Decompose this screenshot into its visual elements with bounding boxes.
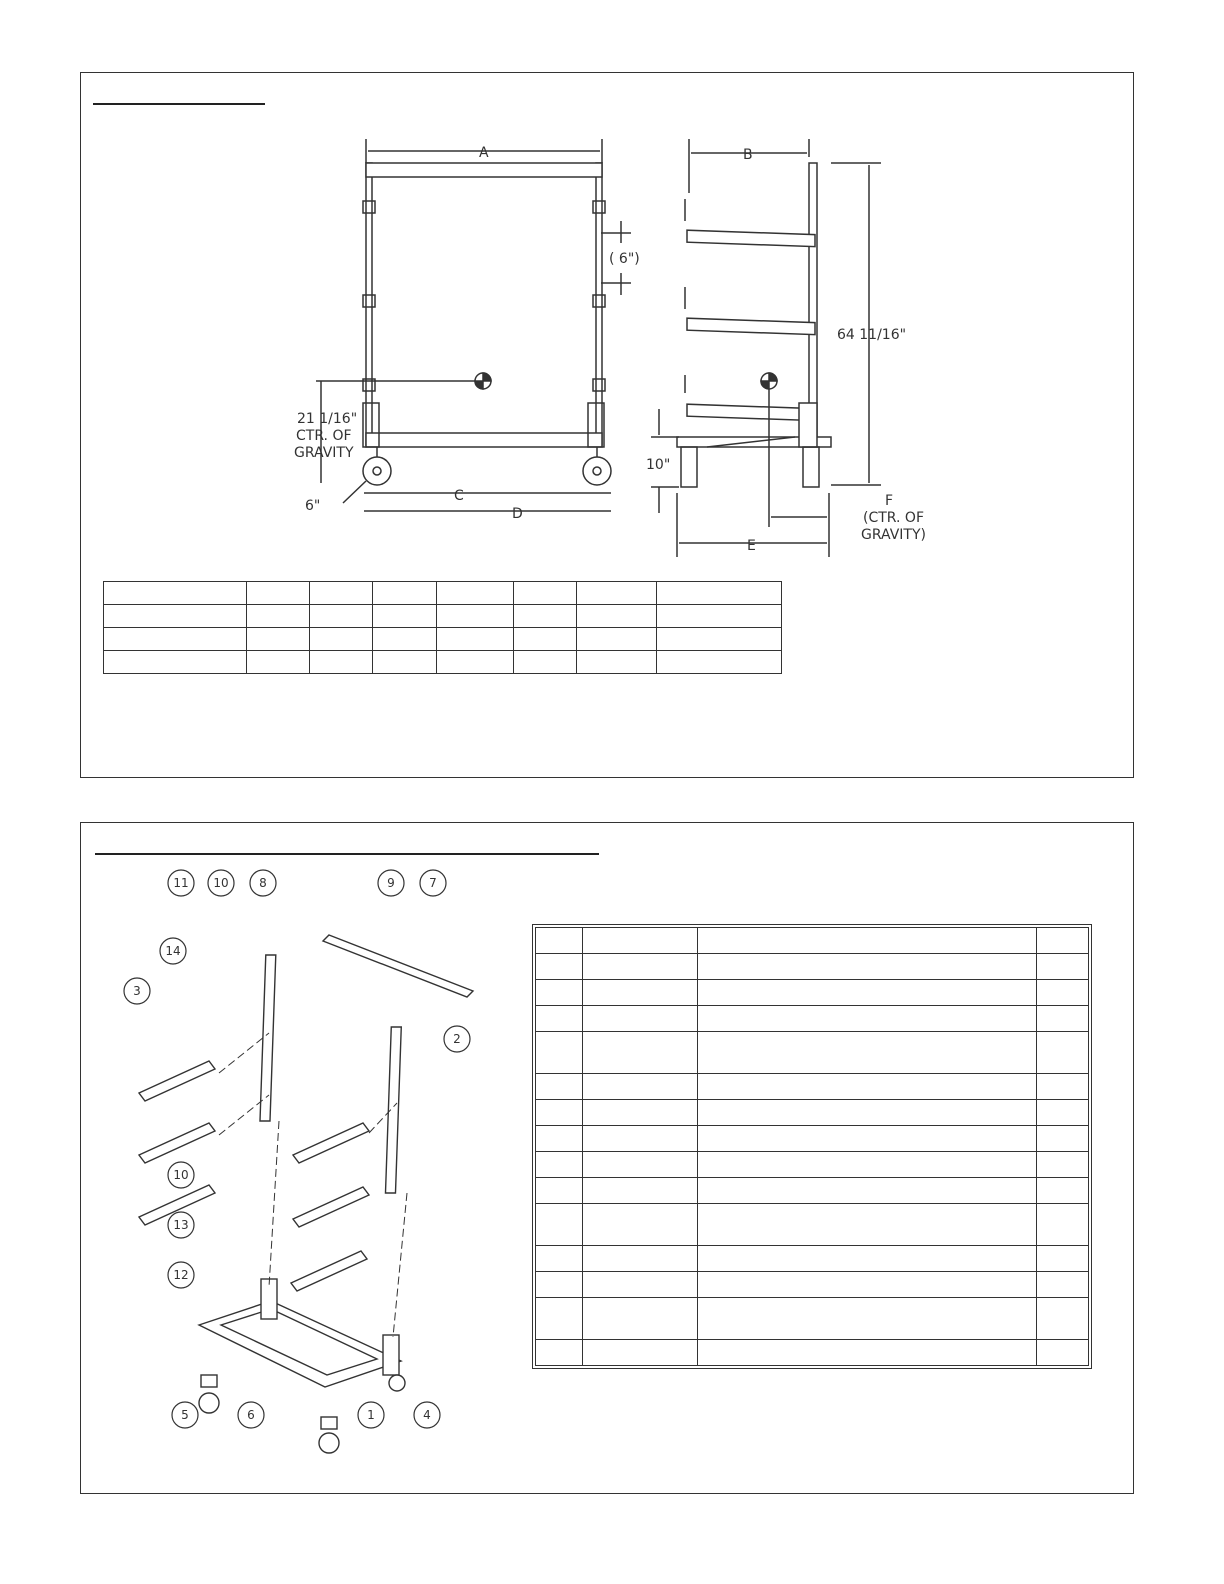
- callout-3: 3: [133, 984, 141, 998]
- spec-table-row: [104, 605, 782, 628]
- callout-13: 13: [173, 1218, 189, 1232]
- parts-table-row: [536, 1074, 1089, 1100]
- parts-table-row: [536, 1298, 1089, 1340]
- dim-e: E: [747, 538, 756, 554]
- parts-table-row: [536, 1340, 1089, 1366]
- callout-8: 8: [259, 876, 267, 890]
- spec-table: [103, 581, 782, 674]
- dim-b: B: [743, 147, 753, 163]
- callout-5: 5: [181, 1408, 189, 1422]
- parts-table-row: [536, 1126, 1089, 1152]
- parts-table-row: [536, 1152, 1089, 1178]
- parts-table-row: [536, 1204, 1089, 1246]
- callout-14: 14: [165, 944, 181, 958]
- callout-9: 9: [387, 876, 395, 890]
- parts-table-row: [536, 1006, 1089, 1032]
- parts-table-row: [536, 954, 1089, 980]
- dim-a: A: [479, 145, 489, 161]
- side-view: [677, 163, 831, 487]
- dimension-drawing: [81, 73, 1133, 573]
- dim-height: 64 11/16": [837, 327, 907, 343]
- dim-f-line1: F: [885, 493, 894, 509]
- dimensions-panel: [80, 72, 1134, 778]
- parts-table: [535, 927, 1089, 1366]
- dim-base-height: 10": [646, 457, 671, 473]
- spec-table-row: [104, 651, 782, 674]
- callout-6: 6: [247, 1408, 255, 1422]
- callout-7: 7: [429, 876, 437, 890]
- parts-table-row: [536, 1032, 1089, 1074]
- dim-d: D: [512, 506, 523, 522]
- parts-heading-rule: [95, 853, 599, 855]
- parts-table-row: [536, 1272, 1089, 1298]
- dim-wheel: 6": [305, 498, 321, 514]
- parts-table-row: [536, 1246, 1089, 1272]
- callout-4: 4: [423, 1408, 431, 1422]
- dim-spacing: ( 6"): [609, 251, 640, 267]
- callout-10: 10: [213, 876, 229, 890]
- parts-table-header: [536, 928, 1089, 954]
- callout-12: 12: [173, 1268, 189, 1282]
- dim-c: C: [454, 488, 464, 504]
- parts-table-row: [536, 1178, 1089, 1204]
- dim-cg-height-line1: 21 1/16": [297, 411, 358, 427]
- parts-table-row: [536, 1100, 1089, 1126]
- spec-table-row: [104, 582, 782, 605]
- dim-f-line2: (CTR. OF: [863, 510, 924, 526]
- callout-2: 2: [453, 1032, 461, 1046]
- callout-11: 11: [173, 876, 189, 890]
- spec-table-row: [104, 628, 782, 651]
- dim-f-line3: GRAVITY): [861, 527, 926, 543]
- callout-1: 1: [367, 1408, 375, 1422]
- exploded-view: [101, 863, 521, 1483]
- callout-10-lower: 10: [173, 1168, 189, 1182]
- front-view: [363, 163, 611, 485]
- parts-table-row: [536, 980, 1089, 1006]
- dim-cg-height-line3: GRAVITY: [294, 445, 354, 461]
- parts-panel: [80, 822, 1134, 1494]
- dim-cg-height-line2: CTR. OF: [296, 428, 352, 444]
